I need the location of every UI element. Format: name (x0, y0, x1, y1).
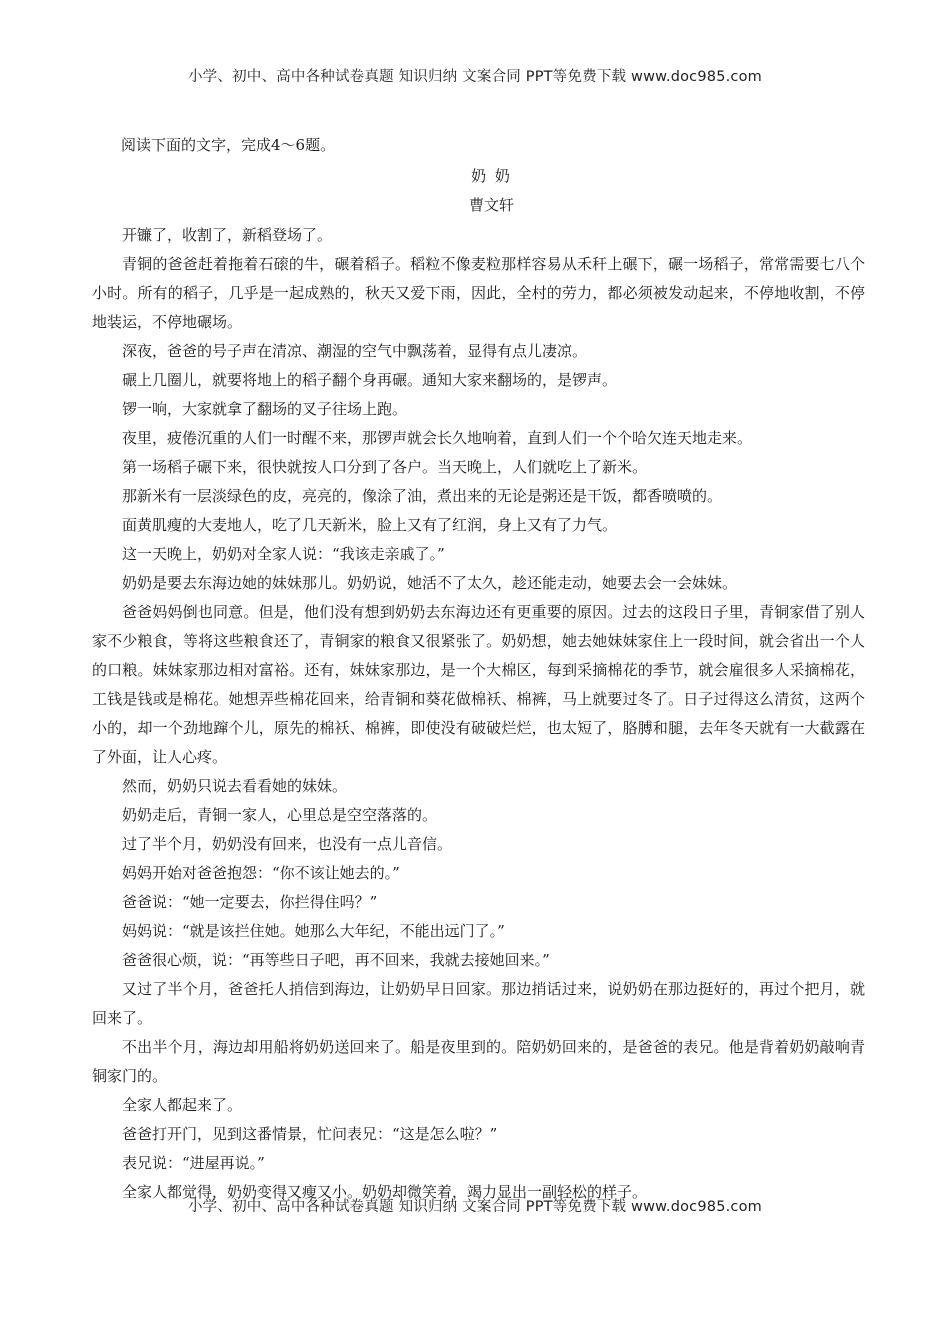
paragraph: 碾上几圈儿，就要将地上的稻子翻个身再碾。通知大家来翻场的，是锣声。 (122, 371, 618, 389)
article-title: 奶 奶 (471, 167, 512, 185)
paragraph: 表兄说：“进屋再说。” (122, 1154, 265, 1172)
paragraph: 第一场稻子碾下来，很快就按人口分到了各户。当天晚上，人们就吃上了新米。 (122, 458, 648, 476)
paragraph: 开镰了，收割了，新稻登场了。 (122, 226, 333, 244)
paragraph: 锣一响，大家就拿了翻场的叉子往场上跑。 (122, 400, 408, 418)
paragraph: 妈妈说：“就是该拦住她。她那么大年纪，不能出远门了。” (122, 922, 505, 940)
paragraph: 面黄肌瘦的大麦地人，吃了几天新米，脸上又有了红润，身上又有了力气。 (122, 516, 618, 534)
paragraph: 这一天晚上，奶奶对全家人说：“我该走亲戚了。” (122, 545, 445, 563)
paragraph: 奶奶走后，青铜一家人，心里总是空空落落的。 (122, 806, 438, 824)
paragraph: 妈妈开始对爸爸抱怨：“你不该让她去的。” (122, 864, 400, 882)
paragraph: 过了半个月，奶奶没有回来，也没有一点儿音信。 (122, 835, 453, 853)
paragraph: 那新米有一层淡绿色的皮，亮亮的，像涂了油，煮出来的无论是粥还是干饭，都香喷喷的。 (122, 487, 723, 505)
paragraph: 爸爸说：“她一定要去，你拦得住吗？” (122, 893, 378, 911)
article-author: 曹文轩 (468, 196, 514, 214)
paragraph: 不出半个月，海边却用船将奶奶送回来了。船是夜里到的。陪奶奶回来的，是爸爸的表兄。他是背着奶奶敲响青铜家门的。 (92, 1038, 865, 1085)
paragraph: 然而，奶奶只说去看看她的妹妹。 (122, 777, 348, 795)
paragraph: 深夜，爸爸的号子声在清凉、潮湿的空气中飘荡着，显得有点儿凄凉。 (122, 342, 588, 360)
paragraph: 又过了半个月，爸爸托人捎信到海边，让奶奶早日回家。那边捎话过来，说奶奶在那边挺好的，再过个把月，就回来了。 (92, 980, 865, 1027)
footer-banner: 小学、初中、高中各种试卷真题 知识归纳 文案合同 PPT等免费下载 www.doc985.com (187, 1199, 763, 1215)
header-banner: 小学、初中、高中各种试卷真题 知识归纳 文案合同 PPT等免费下载 www.doc985.com (187, 69, 763, 85)
paragraph: 全家人都觉得，奶奶变得又瘦又小。奶奶却微笑着，竭力显出一副轻松的样子。 (122, 1183, 648, 1201)
paragraph: 夜里，疲倦沉重的人们一时醒不来，那锣声就会长久地响着，直到人们一个个哈欠连天地走来。 (122, 429, 753, 447)
question-intro: 阅读下面的文字，完成4～6题。 (121, 136, 336, 154)
paragraph: 奶奶是要去东海边她的妹妹那儿。奶奶说，她活不了太久，趁还能走动，她要去会一会妹妹。 (122, 574, 738, 592)
paragraph: 全家人都起来了。 (122, 1096, 243, 1114)
article-body (92, 221, 865, 1207)
paragraph: 爸爸打开门，见到这番情景，忙问表兄：“这是怎么啦？” (122, 1125, 498, 1143)
paragraph: 青铜的爸爸赶着拖着石磙的牛，碾着稻子。稻粒不像麦粒那样容易从禾秆上碾下，碾一场稻子，常常需要七八个小时。所有的稻子，几乎是一起成熟的，秋天又爱下雨，因此，全村的劳力，都必须被发动起来，不停地收割，不停地装运，不停地碾场。 (92, 255, 865, 331)
paragraph: 爸爸妈妈倒也同意。但是，他们没有想到奶奶去东海边还有更重要的原因。过去的这段日子里，青铜家借了别人家不少粮食，等将这些粮食还了，青铜家的粮食又很紧张了。奶奶想，她去她妹妹家住上一段时间，就会省出一个人的口粮。妹妹家那边相对富裕。还有，妹妹家那边，是一个大棉区，每到采摘棉花的季节，就会雇很多人采摘棉花，工钱是钱或是棉花。她想弄些棉花回来，给青铜和葵花做棉袄、棉裤，马上就要过冬了。日子过得这么清贫，这两个小的，却一个劲地蹿个儿，原先的棉袄、棉裤，即使没有破破烂烂，也太短了，胳膊和腿，去年冬天就有一大截露在了外面，让人心疼。 (92, 603, 865, 766)
paragraph: 爸爸很心烦，说：“再等些日子吧，再不回来，我就去接她回来。” (122, 951, 550, 969)
